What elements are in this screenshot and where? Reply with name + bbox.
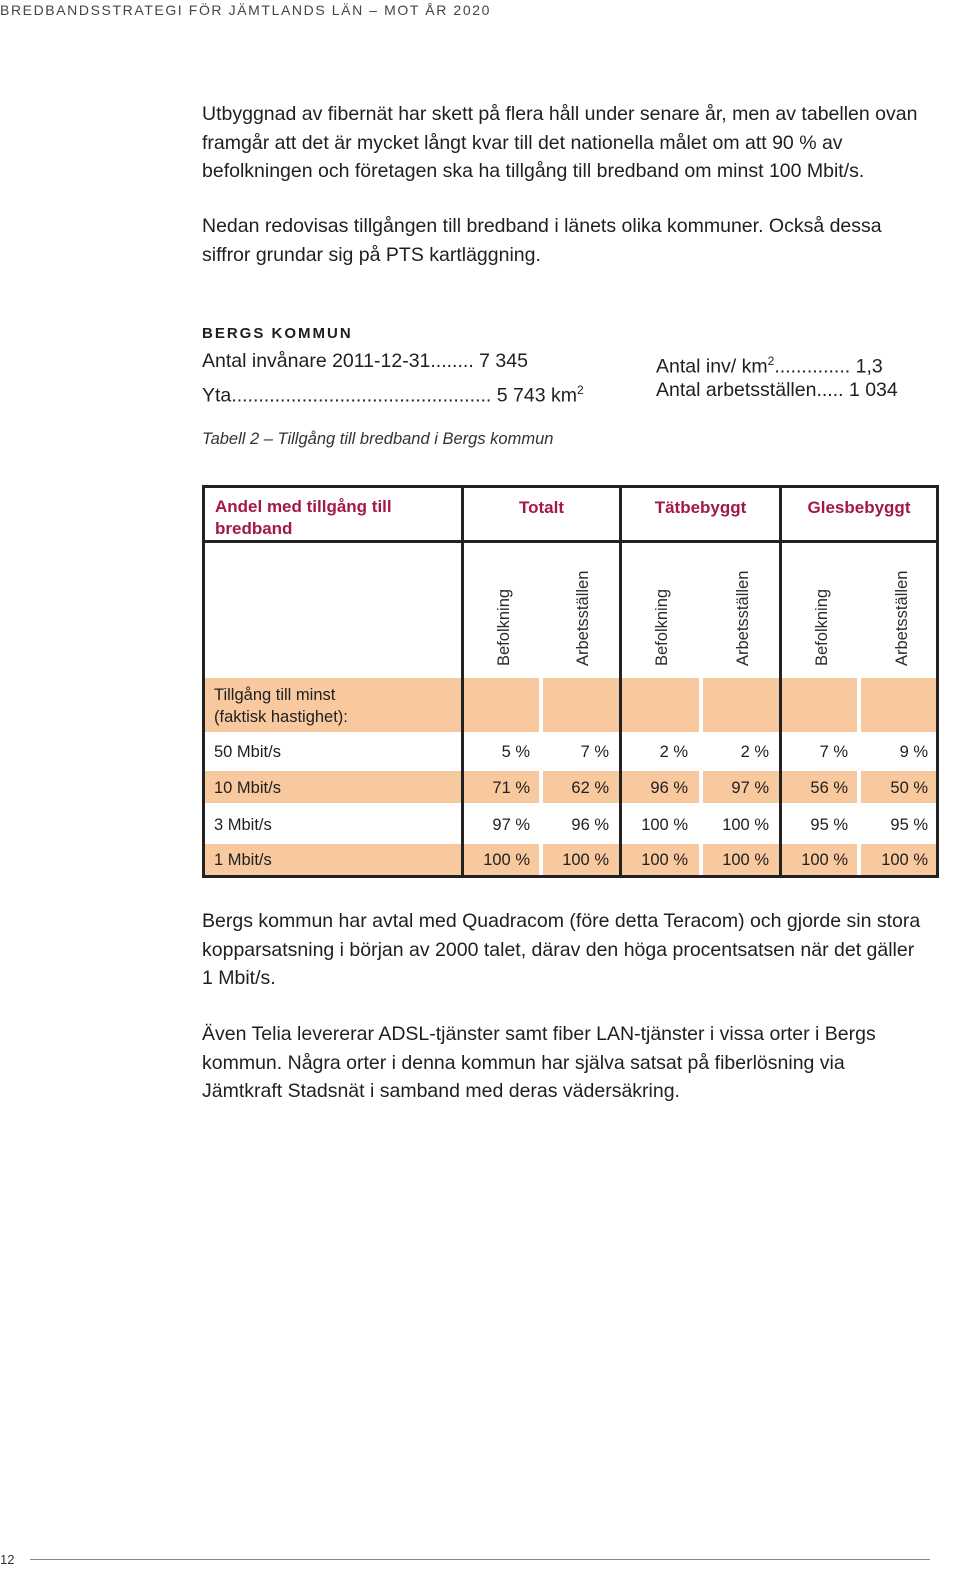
table-cell: 56 %	[810, 779, 848, 797]
table-cell: 100 %	[483, 851, 530, 869]
table-cell: 9 %	[899, 743, 928, 761]
fact-workplaces	[656, 376, 898, 405]
fact-value: 1 034	[848, 379, 898, 401]
facts-left	[202, 347, 584, 405]
subcol-header: Arbetsställen	[893, 570, 911, 666]
row-label: 50 Mbit/s	[214, 743, 281, 761]
row-label: 1 Mbit/s	[214, 851, 272, 869]
subcol-header: Befolkning	[813, 588, 831, 666]
fact-label: Antal inv/ km	[656, 355, 768, 378]
table-cell: 50 %	[890, 779, 928, 797]
running-header: BREDBANDSSTRATEGI FÖR JÄMTLANDS LÄN – MOT ÅR 2020	[0, 2, 491, 18]
table-cell: 7 %	[580, 743, 609, 761]
fact-inhabitants	[202, 347, 584, 376]
intro-paragraph-2: Nedan redovisas tillgången till bredband i länets olika kommuner. Också dessa siffror grundar sig på PTS kartläggning.	[202, 215, 882, 266]
table-cell: 96 %	[650, 779, 688, 797]
table-cell: 100 %	[722, 851, 769, 869]
group-header-tatbebyggt: Tätbebyggt	[619, 485, 782, 543]
table-cell: 100 %	[562, 851, 609, 869]
facts-right	[656, 347, 898, 405]
table-cell: 97 %	[731, 779, 769, 797]
fact-dots: .....	[816, 379, 844, 401]
table-cell: 100 %	[641, 816, 688, 834]
footer-rule	[30, 1559, 930, 1560]
table-cell: 95 %	[890, 816, 928, 834]
group-header-glesbebyggt: Glesbebyggt	[779, 485, 939, 543]
table-cell: 2 %	[740, 743, 769, 761]
body-paragraph-3: Bergs kommun har avtal med Quadracom (före detta Teracom) och gjorde sin stora kopparsatsning i början av 2000 talet, därav den höga procentsatsen när det gäller 1 Mbit/s.	[202, 910, 921, 989]
table-cell: 95 %	[810, 816, 848, 834]
table-cell: 62 %	[571, 779, 609, 797]
table-cell: 100 %	[881, 851, 928, 869]
intro-paragraph-1: Utbyggnad av fibernät har skett på flera håll under senare år, men av tabellen ovan framgår att det är mycket långt kvar till det nationella målet om att 90 % av befolkningen och företagen ska ha tillgång till bredband om minst 100 Mbit/s.	[202, 103, 918, 182]
fact-density	[656, 347, 898, 376]
fact-dots: ........	[430, 350, 474, 372]
table-cell: 97 %	[492, 816, 530, 834]
fact-value: 1,3	[855, 355, 883, 378]
fact-sup: 2	[767, 354, 775, 368]
row-label: 10 Mbit/s	[214, 779, 281, 797]
corner-header: Andel med tillgång till bredband	[202, 485, 464, 543]
section-label: Tillgång till minst (faktisk hastighet):	[214, 686, 348, 726]
subcol-header: Arbetsställen	[574, 570, 592, 666]
table-cell: 96 %	[571, 816, 609, 834]
table-cell: 5 %	[501, 743, 530, 761]
fact-label: Yta	[202, 384, 232, 407]
fact-dots: ................................................	[231, 384, 492, 407]
group-header-totalt: Totalt	[461, 485, 622, 543]
table-cell: 7 %	[819, 743, 848, 761]
fact-dots: ..............	[774, 355, 851, 378]
fact-label: Antal arbetsställen	[656, 379, 817, 401]
fact-value: 7 345	[479, 350, 528, 372]
table-cell: 71 %	[492, 779, 530, 797]
subcol-header: Arbetsställen	[734, 570, 752, 666]
table-cell: 100 %	[801, 851, 848, 869]
table-cell: 100 %	[641, 851, 688, 869]
fact-sup: 2	[576, 383, 584, 397]
page-number: 12	[0, 1552, 15, 1567]
table-cell: 100 %	[722, 816, 769, 834]
row-label: 3 Mbit/s	[214, 816, 272, 834]
section-heading: BERGS KOMMUN	[202, 325, 353, 342]
broadband-table	[202, 485, 939, 878]
fact-area	[202, 376, 584, 405]
subcol-header: Befolkning	[653, 588, 671, 666]
table-cell: 2 %	[659, 743, 688, 761]
table-caption: Tabell 2 – Tillgång till bredband i Bergs kommun	[202, 430, 554, 448]
fact-label: Antal invånare 2011-12-31	[202, 350, 431, 372]
fact-value: 5 743 km	[496, 384, 577, 407]
subcol-header: Befolkning	[495, 588, 513, 666]
body-paragraph-4: Även Telia levererar ADSL-tjänster samt fiber LAN-tjänster i vissa orter i Bergs kommun. Några orter i denna kommun har själva satsat på fiberlösning via Jämtkraft Stadsnät i samband med deras vädersäkring.	[202, 1023, 876, 1102]
